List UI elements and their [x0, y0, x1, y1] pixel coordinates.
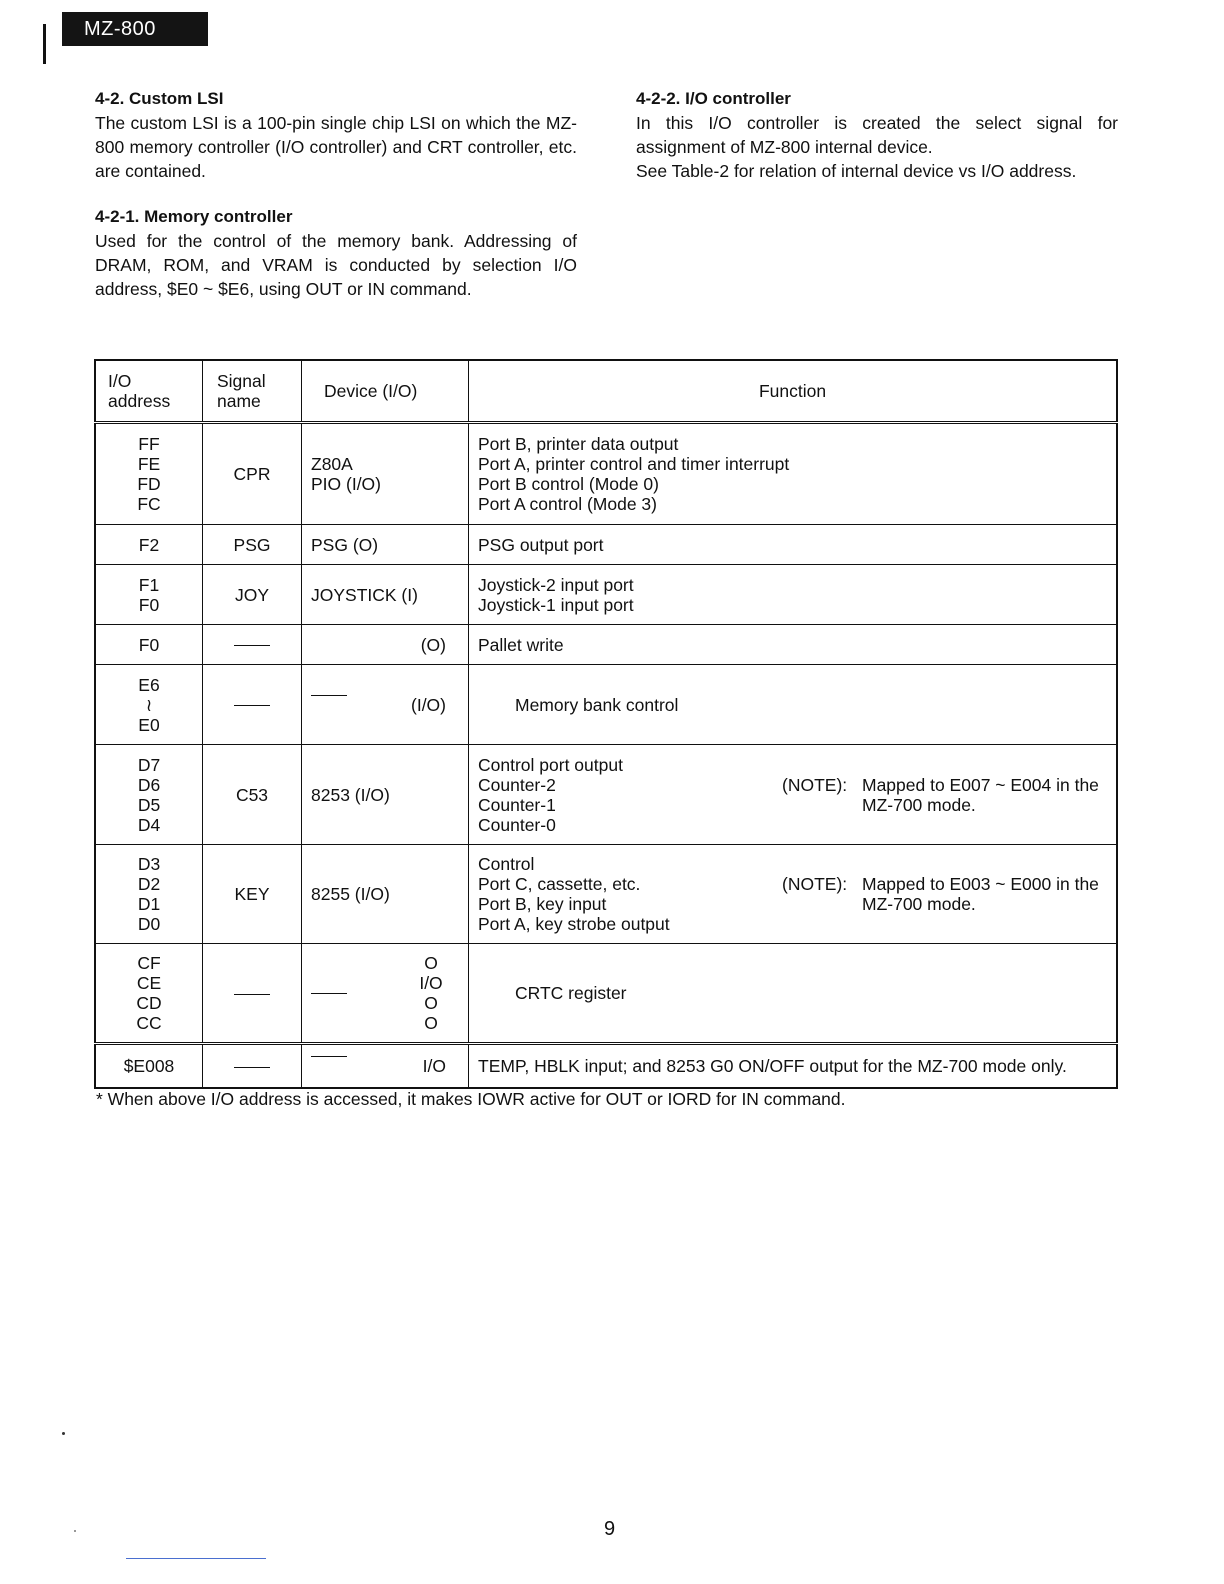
cell-function: Pallet write [469, 625, 1118, 665]
cell-device: Z80A PIO (I/O) [302, 423, 469, 525]
io-address-table [94, 359, 1118, 1089]
note-text: Mapped to E007 ~ E004 in the MZ-700 mode. [862, 774, 1099, 815]
section-body-custom-lsi: The custom LSI is a 100-pin single chip LSI on which the MZ-800 memory controller (I/O controller) and CRT controller, etc. are contained. [95, 113, 577, 181]
note-label: (NOTE): [782, 874, 848, 894]
right-column [636, 87, 1118, 183]
cell-address: F0 [95, 625, 203, 665]
scan-line-mark [126, 1558, 266, 1559]
scan-dot-mark [74, 1530, 76, 1532]
cell-function: Port B, printer data output Port A, printer control and timer interrupt Port B control (Mode 0) Port A control (Mode 3) [469, 423, 1118, 525]
dash-mark [311, 695, 347, 715]
cell-signal: JOY [203, 565, 302, 625]
section-title-memory-controller: 4-2-1. Memory controller [95, 207, 293, 226]
section-body-io-controller-1: In this I/O controller is created the select signal for assignment of MZ-800 internal device. [636, 113, 1118, 157]
left-column [95, 87, 577, 301]
cell-address: $E008 [95, 1044, 203, 1088]
table-row [95, 845, 1117, 944]
table-row [95, 1044, 1117, 1088]
note-text: Mapped to E003 ~ E000 in the MZ-700 mode. [862, 874, 1099, 914]
section-body-memory-controller: Used for the control of the memory bank. Addressing of DRAM, ROM, and VRAM is conducted by selection I/O address, $E0 ~ $E6, using OUT or IN command. [95, 231, 577, 299]
header-device: Device (I/O) [302, 360, 469, 423]
table-row [95, 944, 1117, 1044]
dash-mark [311, 993, 347, 994]
page-number: 9 [604, 1518, 616, 1540]
cell-function: PSG output port [469, 525, 1118, 565]
table-row [95, 423, 1117, 525]
cell-device: I/O [302, 1044, 469, 1088]
cell-device: JOYSTICK (I) [302, 565, 469, 625]
cell-address: E6 ≀ E0 [95, 665, 203, 745]
cell-device: 8253 (I/O) [302, 745, 469, 845]
table-header-row [95, 360, 1117, 423]
cell-address: F2 [95, 525, 203, 565]
cell-signal [203, 625, 302, 665]
cell-address: D3 D2 D1 D0 [95, 845, 203, 944]
table-footnote: * When above I/O address is accessed, it makes IOWR active for OUT or IORD for IN command. [96, 1089, 846, 1109]
cell-device: (I/O) [302, 665, 469, 745]
note-label: (NOTE): [782, 774, 848, 795]
dash-mark [234, 705, 270, 706]
table-row [95, 565, 1117, 625]
model-header: MZ-800 [62, 12, 208, 46]
table-row [95, 625, 1117, 665]
dash-mark [311, 1056, 347, 1076]
cell-signal: C53 [203, 745, 302, 845]
dash-mark [234, 994, 270, 995]
table-row [95, 525, 1117, 565]
cell-address: F1 F0 [95, 565, 203, 625]
table-row [95, 745, 1117, 845]
cell-function: Control Port C, cassette, etc. Port B, key input (NOTE): Mapped to E003 ~ E000 in the MZ-700 mode. Port A, key strobe output [469, 845, 1118, 944]
cell-signal [203, 665, 302, 745]
cell-address: FF FE FD FC [95, 423, 203, 525]
cell-address: CF CE CD CC [95, 944, 203, 1044]
margin-bar [43, 24, 46, 64]
cell-function: CRTC register [469, 944, 1118, 1044]
cell-device: PSG (O) [302, 525, 469, 565]
cell-signal: KEY [203, 845, 302, 944]
cell-device: 8255 (I/O) [302, 845, 469, 944]
dash-mark [234, 645, 270, 646]
cell-function: Joystick-2 input port Joystick-1 input port [469, 565, 1118, 625]
cell-address: D7 D6 D5 D4 [95, 745, 203, 845]
header-signal-name: Signal name [203, 360, 302, 423]
header-io-address: I/O address [95, 360, 203, 423]
header-function: Function [469, 360, 1118, 423]
cell-device: (O) [302, 625, 469, 665]
cell-device: O I/O O O [302, 944, 469, 1044]
cell-function: Memory bank control [469, 665, 1118, 745]
cell-signal: CPR [203, 423, 302, 525]
cell-function: TEMP, HBLK input; and 8253 G0 ON/OFF output for the MZ-700 mode only. [469, 1044, 1118, 1088]
cell-signal [203, 944, 302, 1044]
dash-mark [234, 1067, 270, 1068]
cell-function: Control port output Counter-2 Counter-1 (NOTE): Mapped to E007 ~ E004 in the MZ-700 mode. Counter-0 [469, 745, 1118, 845]
cell-signal: PSG [203, 525, 302, 565]
scan-dot-mark [62, 1432, 65, 1435]
section-title-custom-lsi: 4-2. Custom LSI [95, 89, 224, 108]
table-row [95, 665, 1117, 745]
section-body-io-controller-2: See Table-2 for relation of internal device vs I/O address. [636, 161, 1077, 181]
cell-signal [203, 1044, 302, 1088]
section-title-io-controller: 4-2-2. I/O controller [636, 89, 791, 108]
